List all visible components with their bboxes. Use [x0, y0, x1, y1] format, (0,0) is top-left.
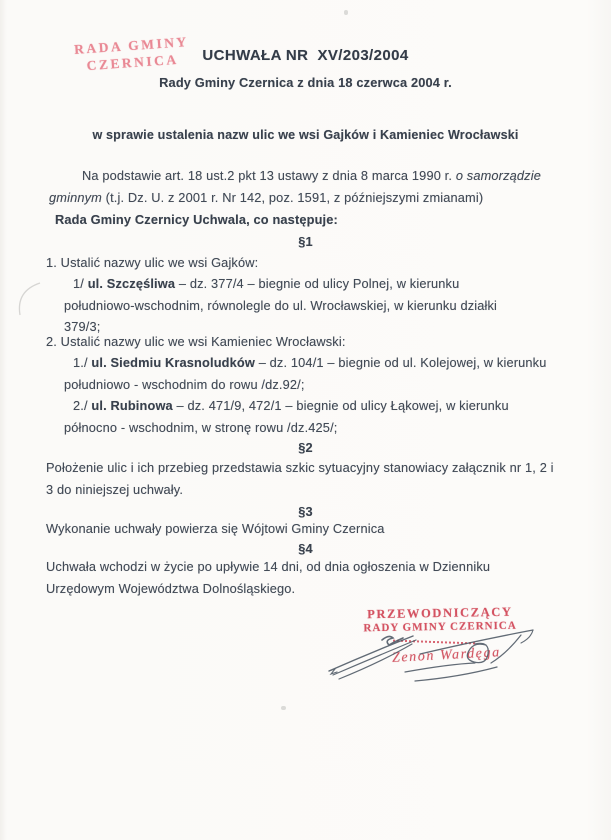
- section-3-marker: §3: [298, 504, 313, 519]
- street-description: – dz. 471/9, 472/1 – biegnie od ulicy Łąkowej, w kierunku północno - wschodnim, w stronę rowu /dz.425/;: [64, 398, 509, 435]
- legal-basis-act-name: o samorządzie gminnym: [49, 168, 541, 205]
- council-ink-stamp-line2: CZERNICA: [86, 51, 180, 74]
- village-item-kamieniec: 2. Ustalić nazwy ulic we wsi Kamieniec Wrocławski:: [46, 334, 346, 349]
- section-4-marker: §4: [298, 541, 313, 556]
- street-description: – dz. 377/4 – biegnie od ulicy Polnej, w kierunku południowo-wschodnim, równolegle do ul. Wrocławskiej, w kierunku działki 379/3;: [64, 276, 498, 334]
- enacting-clause: Rada Gminy Czernicy Uchwala, co następuje:: [55, 212, 338, 227]
- street-name: ul. Siedmiu Krasnoludków: [91, 355, 255, 370]
- street-description: – dz. 104/1 – biegnie od ul. Kolejowej, w kierunku południowo - wschodnim do rowu /dz.92/;: [64, 355, 547, 392]
- street-entry-szczesliwa: [64, 273, 532, 338]
- street-name: ul. Szczęśliwa: [87, 276, 176, 291]
- resolution-subject: w sprawie ustalenia nazw ulic we wsi Gajków i Kamieniec Wrocławski: [92, 128, 519, 142]
- resolution-title: UCHWAŁA NR XV/203/2004: [202, 47, 409, 64]
- street-entry-rubinowa: [64, 395, 526, 438]
- street-name: ul. Rubinowa: [91, 398, 173, 413]
- resolution-subtitle: Rady Gminy Czernica z dnia 18 czerwca 2004 r.: [159, 75, 452, 90]
- section-2-text: Położenie ulic i ich przebieg przedstawia szkic sytuacyjny stanowiacy załącznik nr 1, 2 i 3 do niniejszej uchwały.: [46, 460, 554, 497]
- council-ink-stamp-line1: RADA GMINY: [73, 34, 190, 58]
- legal-basis-text: Na podstawie art. 18 ust.2 pkt 13 ustawy z dnia 8 marca 1990 r.: [82, 168, 456, 183]
- village-item-gajkow: 1. Ustalić nazwy ulic we wsi Gajków:: [46, 255, 259, 270]
- section-3-text: Wykonanie uchwały powierza się Wójtowi Gminy Czernica: [46, 521, 385, 536]
- street-prefix: 1./: [73, 355, 92, 370]
- scan-artifact-arc: [8, 275, 48, 320]
- section-1-marker: §1: [298, 234, 313, 249]
- chairman-signature-name: Zenon Wardęga: [391, 645, 502, 666]
- handwritten-signature-scribble: [325, 623, 575, 698]
- section-2-marker: §2: [298, 440, 313, 455]
- chairman-stamp-line2: RADY GMINY CZERNICA: [363, 619, 517, 635]
- street-entry-siedmiu-krasnoludkow: [64, 352, 556, 395]
- legal-basis-reference: (t.j. Dz. U. z 2001 r. Nr 142, poz. 1591, z późniejszymi zmianami): [101, 189, 484, 205]
- scan-artifact-dot: [344, 10, 348, 15]
- section-4-text: Uchwała wchodzi w życie po upływie 14 dni, od dnia ogłoszenia w Dzienniku Urzędowym Województwa Dolnośląskiego.: [46, 559, 491, 596]
- street-prefix: 2./: [73, 398, 92, 413]
- legal-basis-paragraph: [49, 165, 564, 208]
- chairman-stamp-line1: PRZEWODNICZĄCY: [367, 604, 513, 622]
- street-prefix: 1/: [73, 276, 88, 291]
- scan-artifact-dot: [281, 706, 286, 710]
